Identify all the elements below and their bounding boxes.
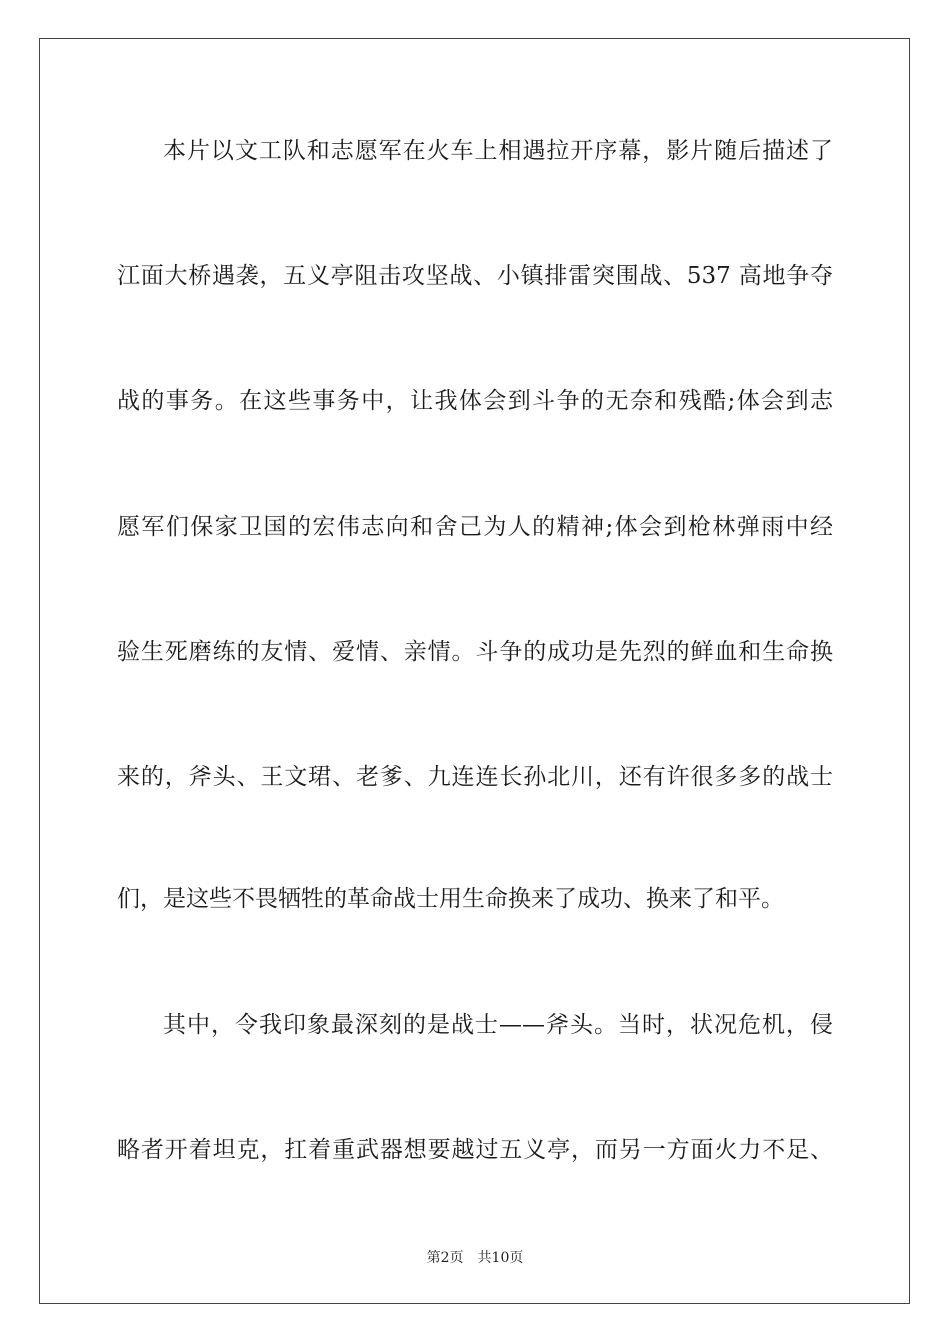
paragraph-1-line-5: 验生死磨练的友情、爱情、亲情。斗争的成功是先烈的鲜血和生命换	[117, 639, 833, 665]
paragraph-2-line-1: 其中，令我印象最深刻的是战士——斧头。当时，状况危机，侵	[163, 1012, 833, 1038]
paragraph-1-line-2: 江面大桥遇袭，五义亭阻击攻坚战、小镇排雷突围战、537 高地争夺	[117, 263, 833, 289]
paragraph-1-line-4: 愿军们保家卫国的宏伟志向和舍己为人的精神;体会到枪林弹雨中经	[117, 514, 833, 540]
paragraph-2-line-2: 略者开着坦克，扛着重武器想要越过五义亭，而另一方面火力不足、	[117, 1137, 833, 1163]
page-number: 第2页	[426, 1250, 464, 1266]
page-border	[39, 38, 910, 1304]
paragraph-1-line-7: 们，是这些不畏牺牲的革命战士用生命换来了成功、换来了和平。	[117, 886, 784, 912]
paragraph-1-line-3: 战的事务。在这些事务中，让我体会到斗争的无奈和残酷;体会到志	[117, 388, 833, 414]
page-footer	[0, 1247, 950, 1267]
page-total: 共10页	[477, 1250, 524, 1266]
paragraph-1-line-1: 本片以文工队和志愿军在火车上相遇拉开序幕，影片随后描述了	[163, 138, 833, 164]
paragraph-1-line-6: 来的，斧头、王文珺、老爹、九连连长孙北川，还有许很多多的战士	[117, 764, 833, 790]
